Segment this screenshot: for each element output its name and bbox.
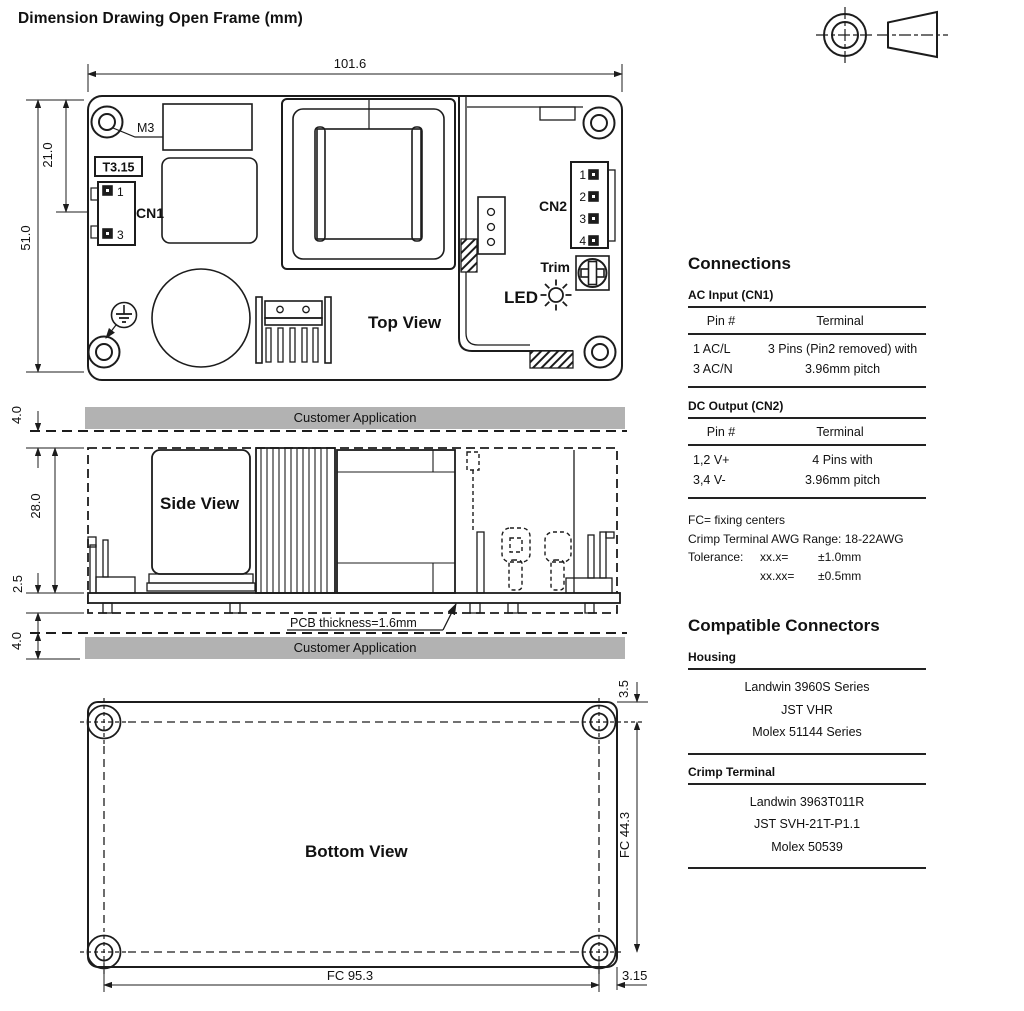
cn2-pin4-label: 4	[579, 234, 586, 248]
customer-application-label: Customer Application	[293, 640, 417, 655]
cn1-pin3-label: 3	[117, 228, 124, 242]
cn2-label: CN2	[538, 198, 567, 214]
connections-panel	[688, 254, 926, 585]
tolerance-row	[688, 548, 926, 567]
note-fixing-centers: FC= fixing centers	[688, 513, 786, 527]
dim-height-label: 51.0	[18, 225, 33, 251]
dc-table-header	[688, 419, 926, 446]
dim-hole-top-label: 3.5	[616, 679, 631, 699]
dim-pins-label: 2.5	[10, 574, 25, 594]
pin-cell: 3,4 V-	[693, 473, 726, 487]
list-item: Molex 51144 Series	[752, 725, 862, 739]
side-view-label: Side View	[160, 494, 240, 513]
top-view-drawing	[18, 56, 622, 380]
col-pin-header: Pin #	[706, 425, 736, 439]
dim-height-label: 28.0	[28, 493, 43, 519]
crimp-terminal-items	[688, 785, 926, 870]
pcb	[88, 593, 620, 603]
housing-items	[688, 670, 926, 755]
top-view-label: Top View	[368, 313, 442, 332]
cn1-side	[88, 537, 135, 593]
list-item: Landwin 3963T011R	[749, 794, 865, 809]
side-view-drawing	[9, 406, 627, 659]
pin-cell: 1,2 V+	[693, 453, 730, 467]
dim-bottom-gap-label: 4.0	[9, 631, 24, 651]
hatch-region	[461, 239, 477, 272]
pcb-thickness-note: PCB thickness=1.6mm	[290, 616, 417, 630]
list-item: Molex 50539	[771, 839, 843, 854]
transformer-side	[147, 450, 255, 591]
connection-notes	[688, 511, 926, 585]
heatsink-side	[256, 448, 335, 593]
dim-top-gap-label: 4.0	[9, 405, 24, 425]
cn2-pin3-label: 3	[579, 212, 586, 226]
tolerance-spec: xx.x=	[760, 550, 789, 565]
pin-cell: 1 AC/L	[693, 342, 731, 356]
ac-table-body	[688, 335, 926, 388]
terminal-cell: 4 Pins with	[812, 453, 873, 467]
connections-title: Connections	[688, 254, 791, 273]
table-row	[688, 470, 926, 490]
page-title: Dimension Drawing Open Frame (mm)	[18, 10, 303, 27]
tolerance-value: ±0.5mm	[818, 568, 862, 583]
ac-table-header	[688, 308, 926, 335]
terminal-cell: 3 Pins (Pin2 removed) with	[767, 342, 918, 356]
pin-cell: 3 AC/N	[693, 362, 733, 376]
table-row	[688, 450, 926, 470]
m3-label: M3	[137, 121, 155, 135]
led-label: LED	[504, 288, 538, 307]
cn1-label: CN1	[136, 205, 165, 221]
hidden-components	[467, 452, 571, 590]
dc-table-body	[688, 446, 926, 499]
cn2-pin1-label: 1	[579, 168, 586, 182]
table-row	[688, 359, 926, 379]
cn1-pin1-label: 1	[117, 185, 124, 199]
ac-input-heading: AC Input (CN1)	[688, 286, 926, 308]
dim-fc-width-label: FC 95.3	[326, 968, 374, 983]
hatch-region	[530, 351, 573, 368]
choke-side	[337, 450, 455, 593]
col-terminal-header: Terminal	[816, 314, 864, 328]
list-item: JST SVH-21T-P1.1	[753, 817, 861, 831]
cn2-side	[566, 532, 614, 593]
note-awg-range: Crimp Terminal AWG Range: 18-22AWG	[688, 531, 904, 546]
cn2-pin2-label: 2	[579, 190, 586, 204]
fuse-label: T3.15	[102, 160, 135, 175]
customer-application-label: Customer Application	[293, 410, 417, 425]
dim-width-label: 101.6	[333, 56, 367, 71]
list-item: JST VHR	[781, 702, 833, 717]
projection-symbol-icon	[816, 7, 948, 63]
housing-heading: Housing	[688, 648, 926, 670]
bottom-view-label: Bottom View	[305, 842, 408, 861]
dim-fc-height-label: FC 44.3	[617, 811, 632, 859]
dc-output-heading: DC Output (CN2)	[688, 397, 926, 419]
table-row	[688, 339, 926, 359]
compatible-connectors-title: Compatible Connectors	[688, 616, 880, 635]
tolerance-row	[688, 567, 926, 586]
bottom-view-drawing	[80, 680, 648, 992]
col-pin-header: Pin #	[706, 314, 736, 328]
tolerance-value: ±1.0mm	[818, 550, 862, 565]
list-item: Landwin 3960S Series	[744, 680, 870, 694]
terminal-cell: 3.96mm pitch	[804, 473, 881, 487]
crimp-terminal-heading: Crimp Terminal	[688, 763, 926, 785]
dim-cn1-label: 21.0	[40, 142, 55, 168]
compatible-connectors-panel	[688, 616, 926, 877]
col-terminal-header: Terminal	[816, 425, 864, 439]
tolerance-label-spacer	[688, 567, 760, 586]
terminal-cell: 3.96mm pitch	[804, 362, 881, 376]
dim-hole-right-label: 3.15	[622, 968, 648, 983]
tolerance-spec: xx.xx=	[760, 568, 795, 583]
trim-label: Trim	[540, 259, 570, 275]
tolerance-label: Tolerance:	[688, 550, 744, 565]
